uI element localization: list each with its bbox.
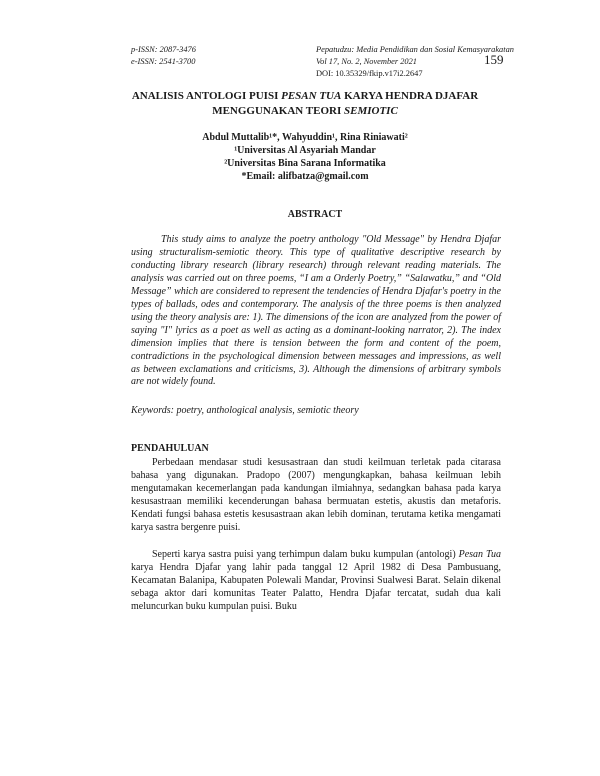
paper-title [110,89,500,119]
issn-block [131,44,196,68]
para2-start: Seperti karya sastra puisi yang terhimpun dalam buku kumpulan (antologi) [152,549,459,560]
author-names: Abdul Muttalib¹*, Wahyuddin¹, Rina Riniawati² [202,132,408,143]
affiliation-1: ¹Universitas Al Asyariah Mandar [234,145,376,156]
p-issn: p-ISSN: 2087-3476 [131,45,196,54]
journal-volume: Vol 17, No. 2, November 2021 [316,57,417,66]
para2-italic-title: Pesan Tua [458,549,502,560]
author-email[interactable]: *Email: alifbatza@gmail.com [241,171,369,182]
journal-name: Pepatudzu: Media Pendidikan dan Sosial Kemasyarakatan [316,45,514,54]
title-part3: MENGGUNAKAN TEORI [212,105,344,117]
affiliation-2: ²Universitas Bina Sarana Informatika [224,158,386,169]
title-italic1: PESAN TUA [281,90,342,102]
title-part1: ANALISIS ANTOLOGI PUISI [131,90,282,102]
section-heading-pendahuluan: PENDAHULUAN [131,443,209,454]
para2-rest: karya Hendra Djafar yang lahir pada tanggal 12 April 1982 di Desa Pambusuang, Kecamatan Balanipa, Kabupaten Polewali Mandar, Provinsi Sualwesi Barat. Selain dikenal sebaga aktor dari komunitas Teater Palatto, Hendra Djafar tercatat, sudah dua kali meluncurkan buku kumpulan puisi. Buku [131,562,501,612]
title-part2: KARYA HENDRA DJAFAR [341,90,479,102]
page-number: 159 [484,52,504,67]
abstract-heading: ABSTRACT [287,209,343,220]
intro-paragraph-2 [131,548,501,613]
author-block [120,131,490,183]
keywords: Keywords: poetry, anthological analysis, semiotic theory [131,405,359,416]
doi[interactable]: DOI: 10.35329/fkip.v17i2.2647 [316,69,423,78]
e-issn: e-ISSN: 2541-3700 [131,57,196,66]
title-italic2: SEMIOTIC [344,105,398,117]
intro-paragraph-1: Perbedaan mendasar studi kesusastraan dan studi keilmuan terletak pada citarasa bahasa yang digunakan. Pradopo (2007) mengungkapkan, bahasa keilmuan lebih mengutamakan kecemerlangan pada kandungan ilmiahnya, sedangkan bahasa pada karya kesusastraan memiliki kecenderungan bahasa bermuatan estetis, akustis dan metaforis. Kendati fungsi bahasa estetis kesusastraan akan lebih dominan, terutama ketika mengamati karya sastra bergenre puisi. [131,457,501,533]
abstract-text: This study aims to analyze the poetry anthology "Old Message" by Hendra Djafar using structuralism-semiotic theory. This type of qualitative descriptive research by conducting library research (library research) through relevant reading materials. The analysis was carried out on three poems, “I am a Orderly Poetry,” “Salawatku,” and “Old Message” which are considered to represent the tendencies of Hendra Djafar's poetry in the types of ballads, odes and contemporary. The analysis of the three poems is then analyzed using the theory analysis are: 1). The dimensions of the icon are analyzed from the power of saying "I" lyrics as a poet as well as acting as a dominant-looking narrator, 2). The index dimension implies that there is tension between the form and content of the poem, contradictions in the psychological dimension between messages and impressions, as well as between exclamations and criticisms, 3). Although the dimensions of arbitrary symbols are not widely found. [131,234,501,388]
